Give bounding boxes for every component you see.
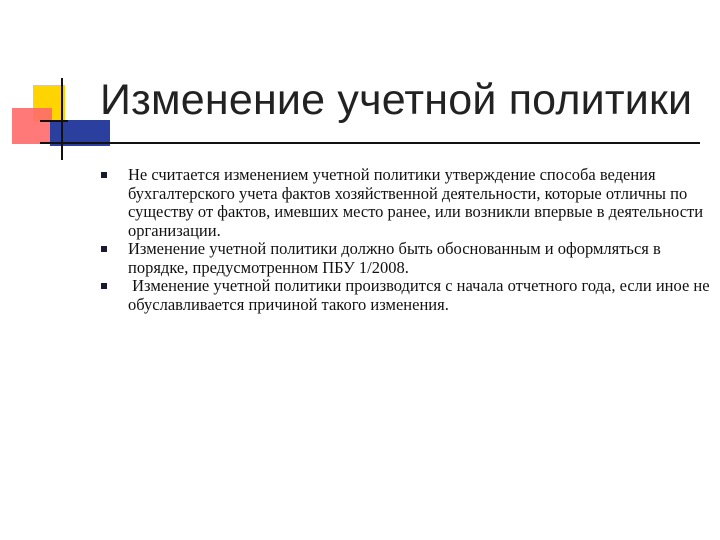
slide-title: Изменение учетной политики <box>100 76 693 124</box>
title-underline <box>40 142 700 144</box>
bullet-list <box>110 165 714 314</box>
bullet-item <box>110 166 710 240</box>
square-bullet-icon <box>101 246 107 252</box>
bullet-text: Изменение учетной политики должно быть обоснованным и оформляться в порядке, предусмотренном ПБУ 1/2008. <box>128 239 661 277</box>
square-bullet-icon <box>101 283 107 289</box>
bullet-text: Изменение учетной политики производится с начала отчетного года, если иное не обуславливается причиной такого изменения. <box>128 276 714 314</box>
square-bullet-icon <box>101 172 107 178</box>
bullet-item <box>110 240 710 277</box>
red-block <box>12 108 52 144</box>
bullet-item <box>110 276 714 314</box>
vertical-rule <box>61 78 63 160</box>
short-rule <box>40 120 68 122</box>
bullet-text: Не считается изменением учетной политики утверждение способа ведения бухгалтерского учета фактов хозяйственной деятельности, которые отличны по существу от фактов, имевших место ранее, или возникли впервые в деятельности организации. <box>128 165 704 240</box>
